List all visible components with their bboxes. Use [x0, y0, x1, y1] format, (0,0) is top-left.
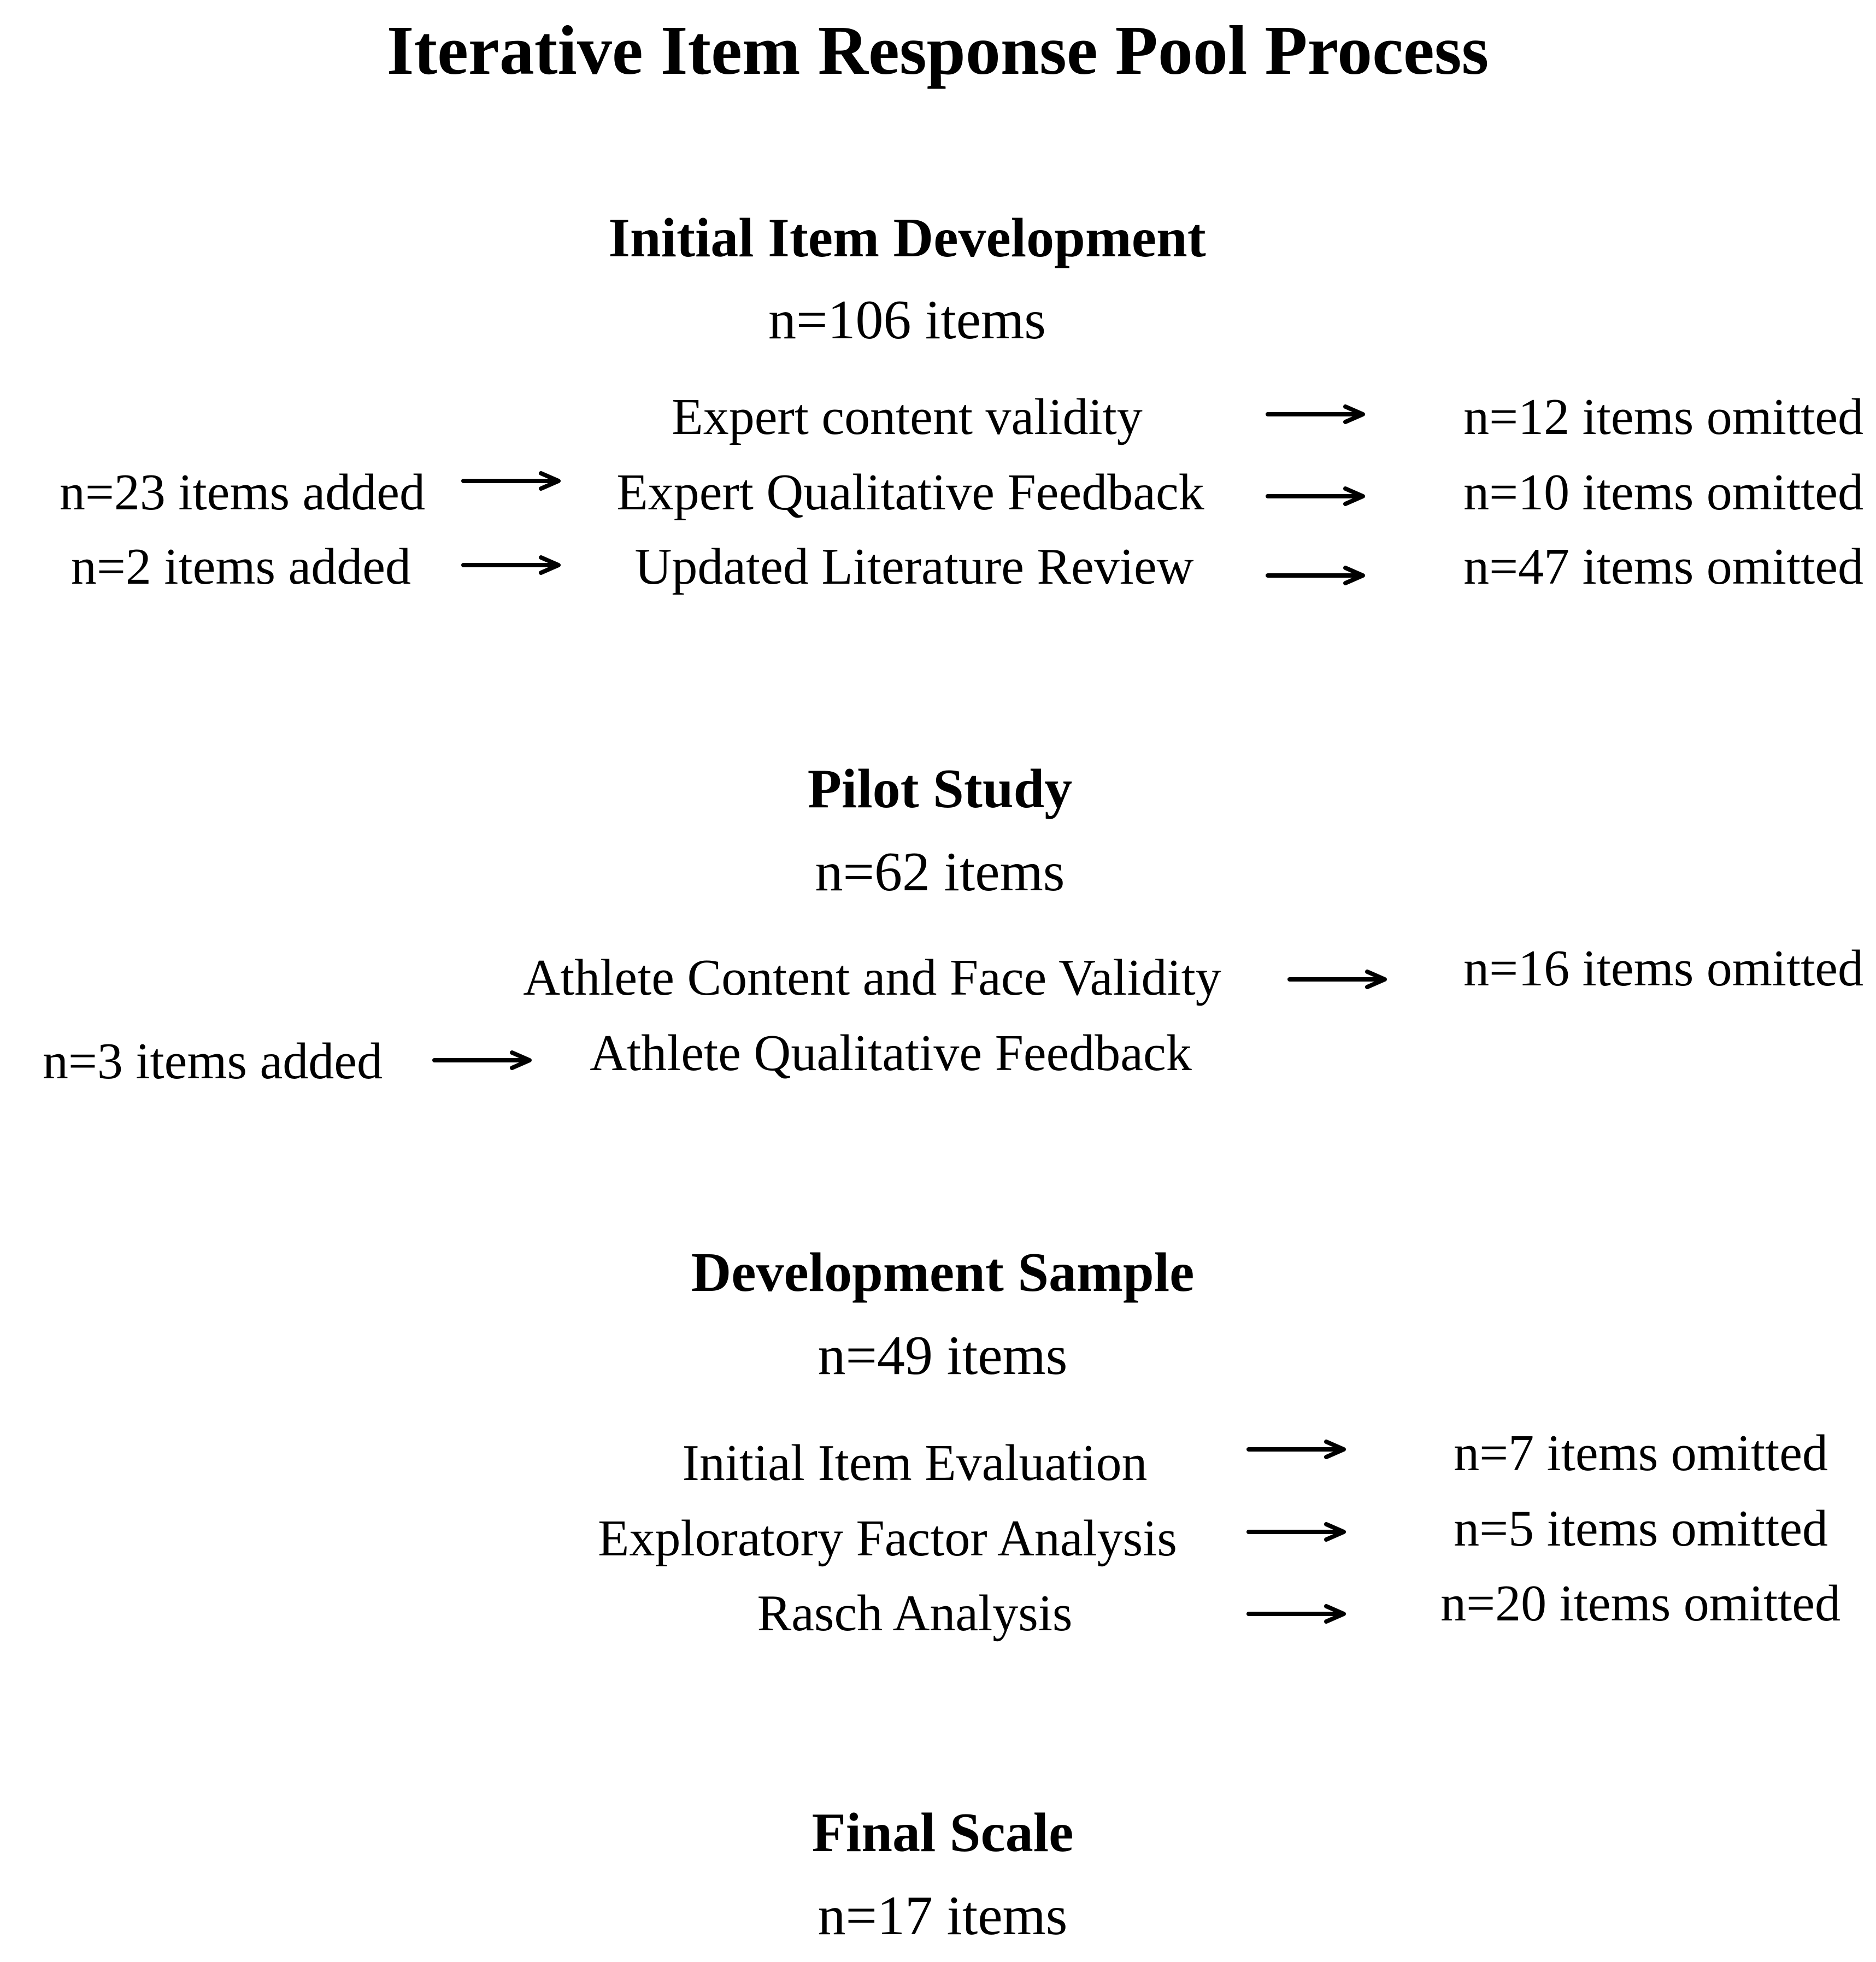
added-updated-literature-review: n=2 items added: [70, 538, 411, 595]
stage-final-count: n=17 items: [818, 1885, 1068, 1947]
arrow-to-omitted-updated-literature-review: [1268, 568, 1363, 583]
arrow-to-omitted-athlete-content-face-validity: [1290, 972, 1385, 987]
step-expert-content-validity: Expert content validity: [672, 389, 1143, 445]
step-updated-literature-review: Updated Literature Review: [634, 538, 1194, 595]
diagram-title: Iterative Item Response Pool Process: [386, 11, 1489, 89]
arrow-to-omitted-exploratory-factor-analysis: [1249, 1524, 1344, 1540]
omitted-updated-literature-review: n=47 items omitted: [1463, 538, 1863, 595]
omitted-expert-content-validity: n=12 items omitted: [1463, 389, 1863, 445]
stage-initial-heading: Initial Item Development: [608, 207, 1206, 269]
stage-pilot-heading: Pilot Study: [807, 758, 1073, 820]
stage-pilot-count: n=62 items: [815, 841, 1065, 903]
omitted-expert-qualitative-feedback: n=10 items omitted: [1463, 464, 1863, 521]
step-exploratory-factor-analysis: Exploratory Factor Analysis: [598, 1510, 1177, 1567]
step-initial-item-evaluation: Initial Item Evaluation: [682, 1435, 1148, 1491]
added-expert-qualitative-feedback: n=23 items added: [59, 464, 425, 521]
arrow-added-expert-qualitative-feedback: [463, 473, 558, 489]
stage-final-heading: Final Scale: [811, 1802, 1074, 1864]
arrow-added-athlete-qualitative-feedback: [434, 1053, 530, 1068]
stage-initial-count: n=106 items: [768, 289, 1046, 351]
arrow-to-omitted-initial-item-evaluation: [1249, 1442, 1344, 1457]
step-athlete-content-face-validity: Athlete Content and Face Validity: [523, 949, 1221, 1006]
arrow-to-omitted-rasch-analysis: [1249, 1606, 1344, 1622]
stage-development-count: n=49 items: [818, 1325, 1068, 1387]
step-athlete-qualitative-feedback: Athlete Qualitative Feedback: [590, 1025, 1192, 1082]
omitted-exploratory-factor-analysis: n=5 items omitted: [1454, 1500, 1828, 1557]
arrow-added-updated-literature-review: [463, 557, 558, 573]
step-expert-qualitative-feedback: Expert Qualitative Feedback: [616, 464, 1204, 521]
omitted-athlete-content-face-validity: n=16 items omitted: [1463, 940, 1863, 997]
omitted-rasch-analysis: n=20 items omitted: [1440, 1575, 1840, 1632]
stage-development-heading: Development Sample: [691, 1242, 1195, 1303]
arrow-to-omitted-expert-qualitative-feedback: [1268, 489, 1363, 504]
added-athlete-qualitative-feedback: n=3 items added: [42, 1033, 383, 1090]
step-rasch-analysis: Rasch Analysis: [757, 1585, 1073, 1642]
arrow-to-omitted-expert-content-validity: [1268, 407, 1363, 422]
omitted-initial-item-evaluation: n=7 items omitted: [1454, 1425, 1828, 1482]
